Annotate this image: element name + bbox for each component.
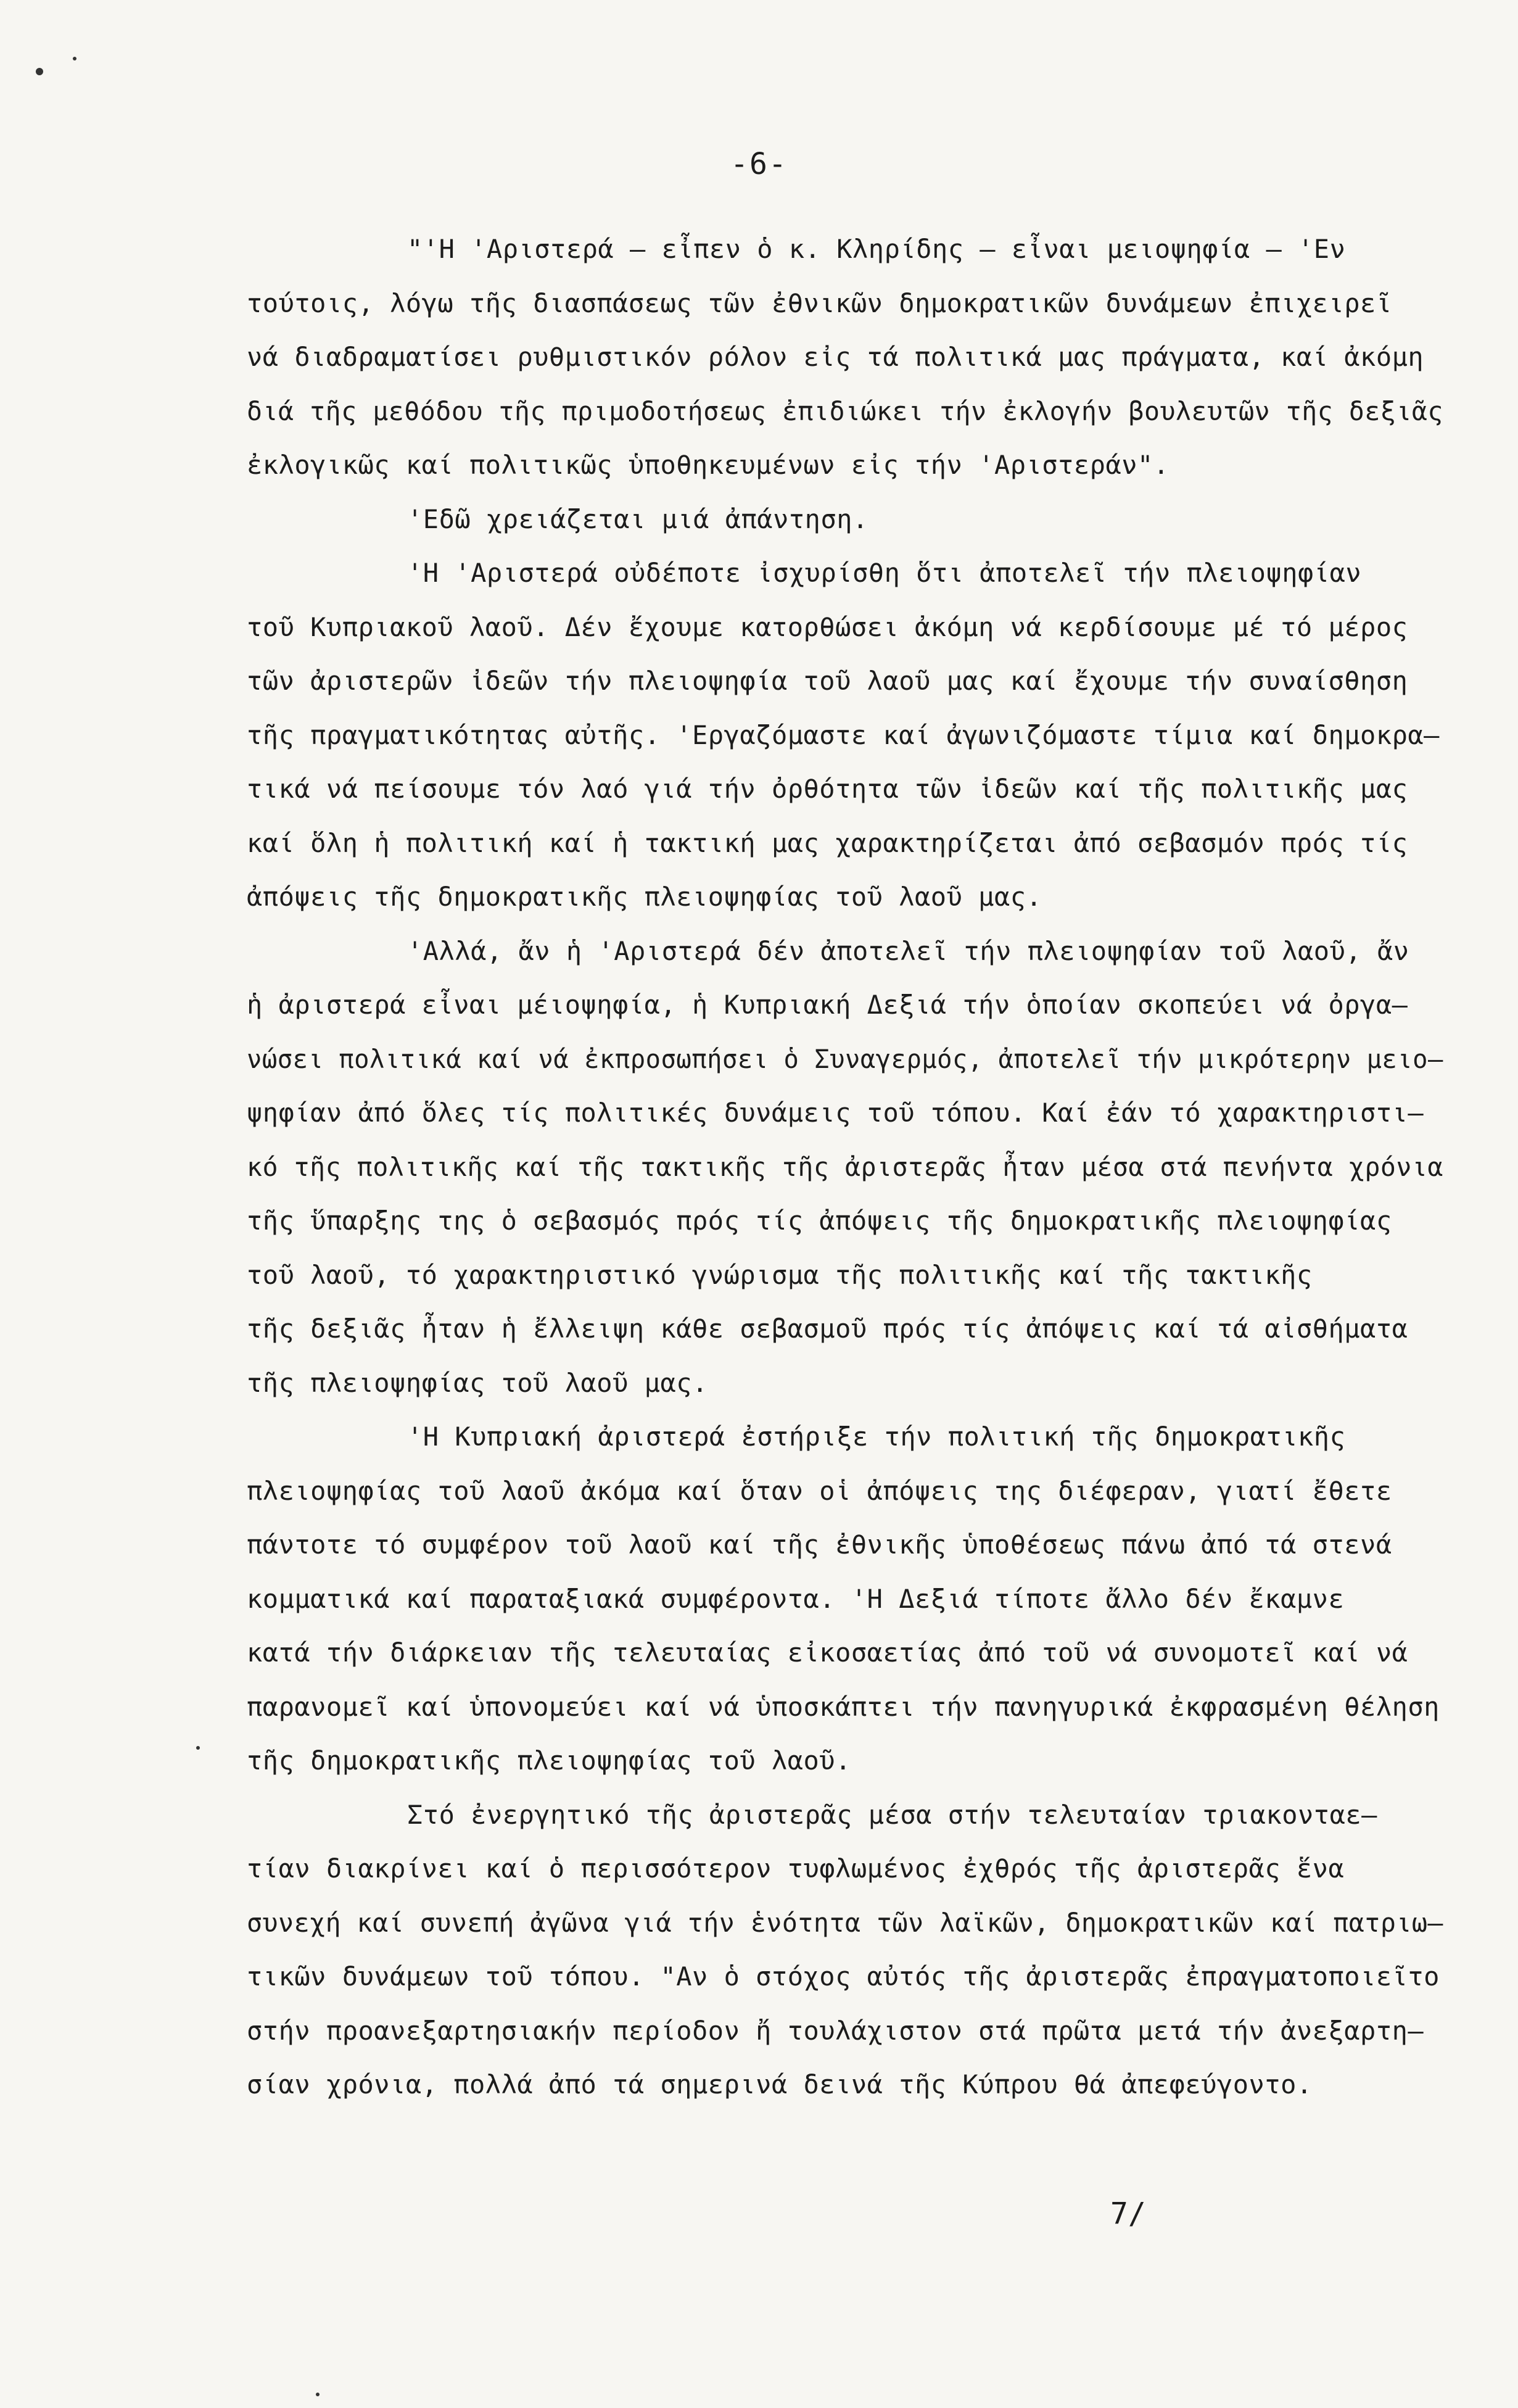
text-line: τῆς δημοκρατικῆς πλειοψηφίας τοῦ λαοῦ. (247, 1745, 851, 1776)
text-line: τούτοις, λόγω τῆς διασπάσεως τῶν ἐθνικῶν δημοκρατικῶν δυνάμεων ἐπιχειρεῖ (247, 288, 1392, 318)
text-line: καί ὅλη ἡ πολιτική καί ἡ τακτική μας χαρακτηρίζεται ἀπό σεβασμόν πρός τίς (247, 827, 1408, 858)
text-line: στήν προανεξαρτησιακήν περίοδον ἤ τουλάχιστον στά πρῶτα μετά τήν ἀνεξαρτη– (247, 2015, 1424, 2046)
text-line: τῶν ἀριστερῶν ἰδεῶν τήν πλειοψηφία τοῦ λαοῦ μας καί ἔχουμε τήν συναίσθηση (247, 666, 1408, 696)
text-line: ἡ ἀριστερά εἶναι μέιοψηφία, ἡ Κυπριακή Δεξιά τήν ὁποίαν σκοπεύει νά ὀργα– (247, 990, 1408, 1020)
text-line: 'Αλλά, ἄν ἡ 'Αριστερά δέν ἀποτελεῖ τήν πλειοψηφίαν τοῦ λαοῦ, ἄν (407, 935, 1409, 966)
text-line: τῆς πραγματικότητας αὐτῆς. 'Εργαζόμαστε καί ἀγωνιζόμαστε τίμια καί δημοκρα– (247, 719, 1440, 750)
text-line: ἐκλογικῶς καί πολιτικῶς ὑποθηκευμένων εἰς τήν 'Αριστεράν". (247, 450, 1169, 480)
text-line: τῆς δεξιᾶς ἦταν ἡ ἔλλειψη κάθε σεβασμοῦ πρός τίς ἀπόψεις καί τά αἰσθήματα (247, 1314, 1408, 1344)
text-line: συνεχή καί συνεπή ἀγῶνα γιά τήν ἑνότητα τῶν λαϊκῶν, δημοκρατικῶν καί πατριω– (247, 1907, 1443, 1938)
text-line: πάντοτε τό συμφέρον τοῦ λαοῦ καί τῆς ἐθνικῆς ὑποθέσεως πάνω ἀπό τά στενά (247, 1529, 1392, 1560)
text-line: διά τῆς μεθόδου τῆς πριμοδοτήσεως ἐπιδιώκει τήν ἐκλογήν βουλευτῶν τῆς δεξιᾶς (247, 395, 1443, 426)
scan-speck (73, 57, 76, 60)
scan-speck (36, 68, 43, 75)
text-line: τοῦ Κυπριακοῦ λαοῦ. Δέν ἔχουμε κατορθώσει ἀκόμη νά κερδίσουμε μέ τό μέρος (247, 611, 1408, 642)
text-line: παρανομεῖ καί ὑπονομεύει καί νά ὑποσκάπτει τήν πανηγυρικά ἐκφρασμένη θέληση (247, 1691, 1440, 1722)
scan-speck (316, 2393, 320, 2396)
text-line: τοῦ λαοῦ, τό χαρακτηριστικό γνώρισμα τῆς πολιτικῆς καί τῆς τακτικῆς (247, 1259, 1313, 1290)
scan-speck (196, 1746, 200, 1750)
text-line: τίαν διακρίνει καί ὁ περισσότερον τυφλωμένος ἐχθρός τῆς ἀριστερᾶς ἕνα (247, 1853, 1345, 1884)
text-line: νώσει πολιτικά καί νά ἐκπροσωπήσει ὁ Συναγερμός, ἀποτελεῖ τήν μικρότερην μειο– (247, 1043, 1443, 1074)
text-line: νά διαδραματίσει ρυθμιστικόν ρόλον εἰς τά πολιτικά μας πράγματα, καί ἀκόμη (247, 342, 1424, 372)
text-line: 'Η 'Αριστερά οὐδέποτε ἰσχυρίσθη ὅτι ἀποτελεῖ τήν πλειοψηφίαν (407, 558, 1362, 588)
text-line: τῆς ὕπαρξης της ὁ σεβασμός πρός τίς ἀπόψεις τῆς δημοκρατικῆς πλειοψηφίας (247, 1206, 1392, 1236)
text-line: 'Εδῶ χρειάζεται μιά ἀπάντηση. (407, 503, 868, 534)
text-line: 'Η Κυπριακή ἀριστερά ἐστήριξε τήν πολιτική τῆς δημοκρατικῆς (407, 1421, 1346, 1452)
text-line: κομματικά καί παραταξιακά συμφέροντα. 'Η Δεξιά τίποτε ἄλλο δέν ἔκαμνε (247, 1583, 1345, 1614)
text-line: κατά τήν διάρκειαν τῆς τελευταίας εἰκοσαετίας ἀπό τοῦ νά συνομοτεῖ καί νά (247, 1637, 1408, 1668)
text-line: σίαν χρόνια, πολλά ἀπό τά σημερινά δεινά τῆς Κύπρου θά ἀπεφεύγοντο. (247, 2069, 1313, 2100)
text-line: κό τῆς πολιτικῆς καί τῆς τακτικῆς τῆς ἀριστερᾶς ἦταν μέσα στά πενήντα χρόνια (247, 1151, 1443, 1182)
text-line: ψηφίαν ἀπό ὅλες τίς πολιτικές δυνάμεις τοῦ τόπου. Καί ἐάν τό χαρακτηριστι– (247, 1098, 1424, 1128)
text-line: τῆς πλειοψηφίας τοῦ λαοῦ μας. (247, 1367, 708, 1398)
continuation-marker: 7/ (1110, 2196, 1146, 2231)
text-line: τικά νά πείσουμε τόν λαό γιά τήν ὀρθότητα τῶν ἰδεῶν καί τῆς πολιτικῆς μας (247, 774, 1408, 804)
page-number: -6- (730, 147, 788, 181)
text-line: "'Η 'Αριστερά – εἶπεν ὁ κ. Κληρίδης – εἶναι μειοψηφία – 'Εν (407, 234, 1346, 264)
text-line: τικῶν δυνάμεων τοῦ τόπου. "Αν ὁ στόχος αὐτός τῆς ἀριστερᾶς ἐπραγματοποιεῖτο (247, 1961, 1440, 1992)
document-body (247, 222, 1443, 2112)
text-line: ἀπόψεις τῆς δημοκρατικῆς πλειοψηφίας τοῦ λαοῦ μας. (247, 882, 1042, 912)
text-line: Στό ἐνεργητικό τῆς ἀριστερᾶς μέσα στήν τελευταίαν τριακονταε– (407, 1799, 1377, 1830)
text-line: πλειοψηφίας τοῦ λαοῦ ἀκόμα καί ὅταν οἱ ἀπόψεις της διέφεραν, γιατί ἔθετε (247, 1475, 1392, 1506)
